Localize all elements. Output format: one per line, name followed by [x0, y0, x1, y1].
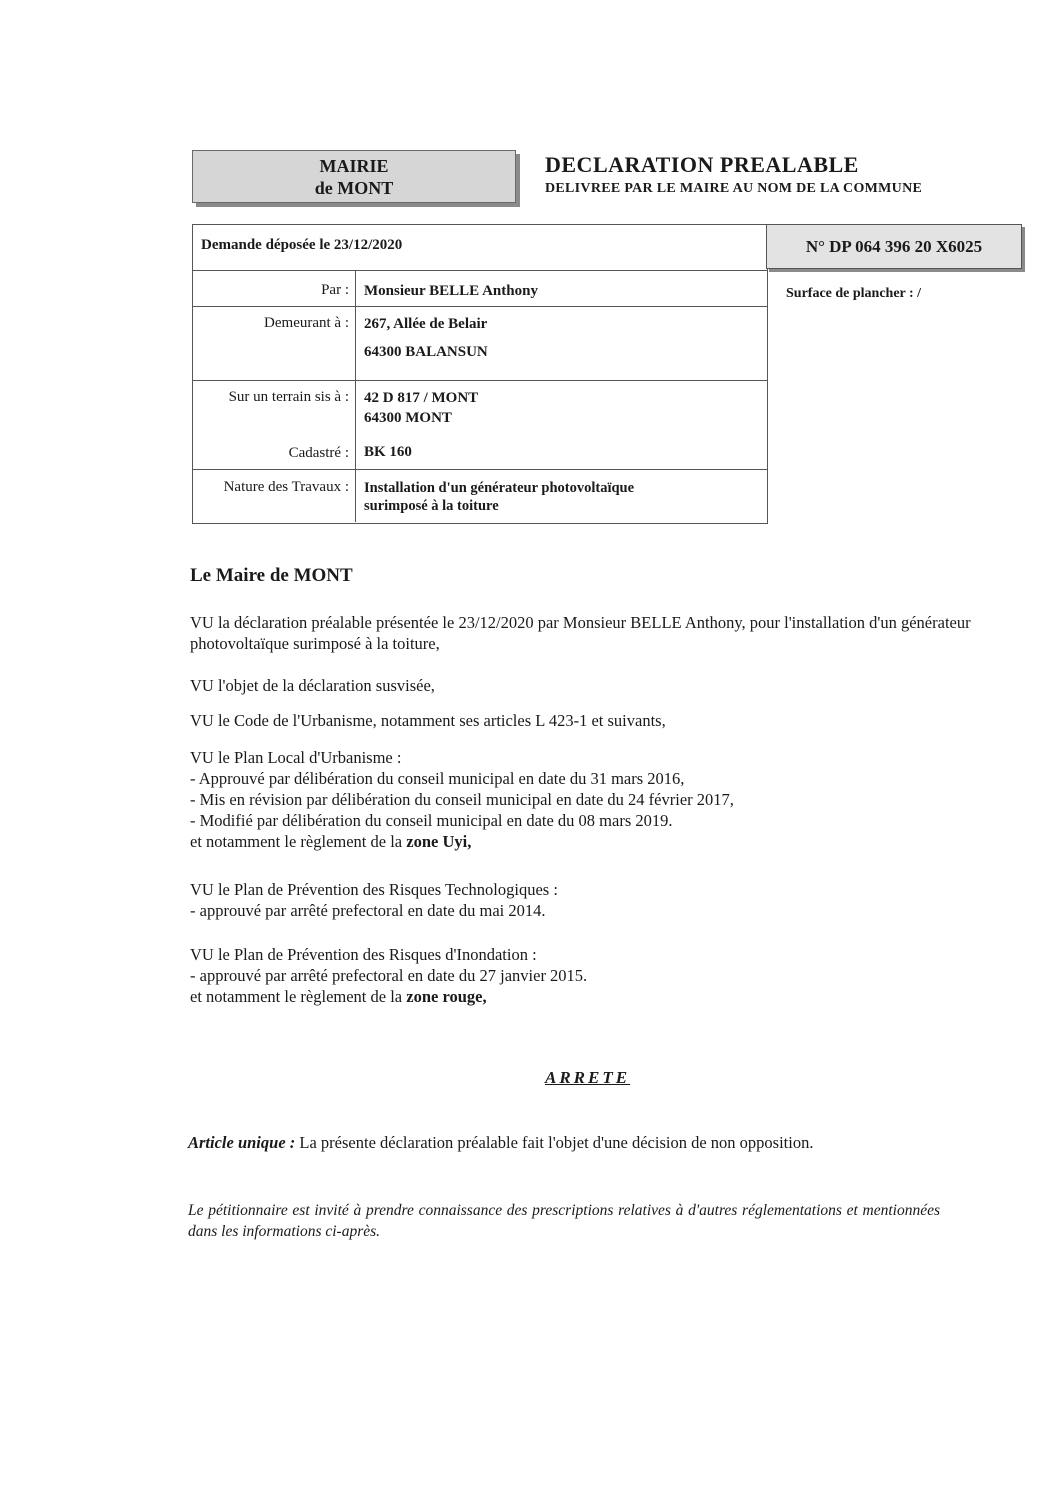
- nature-label: Nature des Travaux :: [223, 479, 349, 495]
- vu-ppri: [190, 944, 1000, 1007]
- demeurant-label: Demeurant à :: [264, 315, 349, 331]
- plu-line1: - Approuvé par délibération du conseil municipal en date du 31 mars 2016,: [190, 769, 685, 788]
- vu-plu: [190, 747, 1000, 852]
- zone-rouge: zone rouge,: [406, 987, 487, 1006]
- maire-heading: Le Maire de MONT: [190, 565, 353, 586]
- arrete-heading: ARRETE: [545, 1068, 631, 1087]
- article-text: La présente déclaration préalable fait l'objet d'une décision de non opposition.: [295, 1133, 814, 1152]
- surface-plancher: Surface de plancher : /: [786, 286, 922, 301]
- plu-line3: - Modifié par délibération du conseil municipal en date du 08 mars 2019.: [190, 811, 673, 830]
- pprt-title: VU le Plan de Prévention des Risques Technologiques :: [190, 880, 558, 899]
- table-divider: [193, 306, 767, 307]
- par-value: Monsieur BELLE Anthony: [364, 283, 538, 299]
- pprt-line1: - approuvé par arrêté prefectoral en date du mai 2014.: [190, 901, 546, 920]
- application-table: [192, 224, 768, 524]
- cadastre-label: Cadastré :: [288, 445, 349, 461]
- plu-line4: [190, 831, 1000, 852]
- ppri-title: VU le Plan de Prévention des Risques d'Inondation :: [190, 945, 537, 964]
- petitionnaire-note: Le pétitionnaire est invité à prendre connaissance des prescriptions relatives à d'autres réglementations et mentionnées dans les informations ci-après.: [188, 1202, 940, 1240]
- dp-number: N° DP 064 396 20 X6025: [805, 236, 983, 256]
- terrain-line2: 64300 MONT: [364, 410, 452, 426]
- table-divider: [193, 469, 767, 470]
- document-subtitle: DELIVREE PAR LE MAIRE AU NOM DE LA COMMUNE: [545, 181, 923, 196]
- mairie-box: [192, 150, 516, 203]
- ppri-line2-text: et notamment le règlement de la: [190, 987, 407, 1006]
- demande-date: Demande déposée le 23/12/2020: [201, 237, 403, 253]
- mairie-line1: MAIRIE: [319, 155, 389, 176]
- vu-objet: VU l'objet de la déclaration susvisée,: [190, 676, 435, 695]
- demeurant-line1: 267, Allée de Belair: [364, 316, 488, 332]
- vu-declaration: VU la déclaration préalable présentée le 23/12/2020 par Monsieur BELLE Anthony, pour l'installation d'un générateur photovoltaïque surimposé à la toiture,: [190, 613, 971, 653]
- table-divider: [193, 380, 767, 381]
- terrain-line1: 42 D 817 / MONT: [364, 390, 479, 406]
- ppri-line2: [190, 986, 1000, 1007]
- zone-uyi: zone Uyi,: [406, 832, 472, 851]
- vu-pprt: [190, 879, 1000, 921]
- document-title: DECLARATION PREALABLE: [545, 152, 859, 177]
- plu-title: VU le Plan Local d'Urbanisme :: [190, 748, 402, 767]
- par-label: Par :: [321, 282, 349, 298]
- mairie-line2: de MONT: [314, 177, 394, 198]
- dp-number-box: [766, 224, 1022, 269]
- table-divider: [193, 270, 767, 271]
- ppri-line1: - approuvé par arrêté prefectoral en date du 27 janvier 2015.: [190, 966, 588, 985]
- terrain-label: Sur un terrain sis à :: [228, 389, 349, 405]
- table-column-divider: [355, 270, 356, 522]
- plu-line2: - Mis en révision par délibération du conseil municipal en date du 24 février 2017,: [190, 790, 734, 809]
- nature-line1: Installation d'un générateur photovoltaïque: [364, 480, 635, 496]
- vu-code-urbanisme: VU le Code de l'Urbanisme, notamment ses articles L 423-1 et suivants,: [190, 711, 666, 730]
- article-unique: [188, 1133, 813, 1153]
- nature-line2: surimposé à la toiture: [364, 498, 499, 514]
- plu-line4-text: et notamment le règlement de la: [190, 832, 407, 851]
- article-label: Article unique :: [188, 1133, 296, 1152]
- demeurant-line2: 64300 BALANSUN: [364, 344, 488, 360]
- cadastre-value: BK 160: [364, 444, 412, 460]
